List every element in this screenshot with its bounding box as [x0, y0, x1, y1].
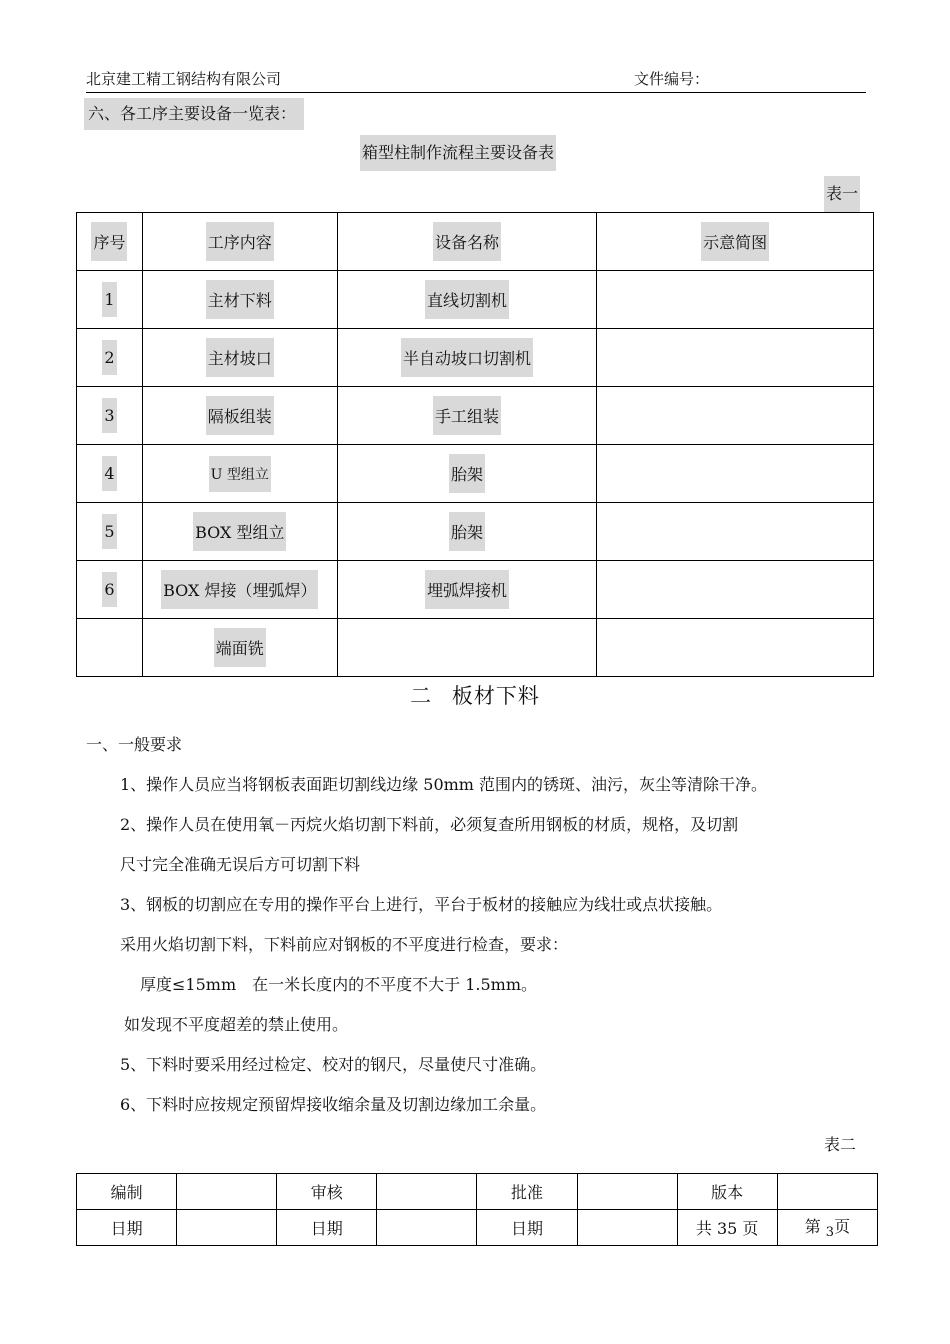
- table-row: [77, 619, 874, 677]
- section-six-heading: 六、各工序主要设备一览表：: [84, 98, 304, 130]
- paragraph: 采用火焰切割下料，下料前应对钢板的不平度进行检查，要求：: [120, 935, 569, 954]
- table-row: [77, 503, 874, 561]
- row-number: 2: [102, 340, 116, 375]
- general-requirements-heading: 一、一般要求: [86, 735, 183, 754]
- equipment-cell: 手工组装: [433, 396, 501, 435]
- date-value: [377, 1210, 477, 1246]
- diagram-cell: [597, 329, 874, 387]
- process-cell: 主材下料: [206, 280, 274, 319]
- company-name: 北京建工精工钢结构有限公司: [86, 70, 282, 88]
- process-cell: BOX 型组立: [193, 512, 286, 551]
- table1-label: 表一: [824, 176, 860, 212]
- date-label: 日期: [77, 1210, 177, 1246]
- version-value: [777, 1174, 877, 1210]
- doc-number-label: 文件编号：: [634, 70, 710, 88]
- table-header-row: [77, 213, 874, 271]
- total-pages: 共 35 页: [677, 1210, 777, 1246]
- diagram-cell: [597, 271, 874, 329]
- equipment-cell: [337, 619, 597, 677]
- paragraph: 3、钢板的切割应在专用的操作平台上进行，平台于板材的接触应为线壮或点状接触。: [120, 895, 723, 914]
- chapter-title: 板材下料: [451, 684, 540, 708]
- header-cell: 示意简图: [597, 213, 874, 271]
- paragraph: 1、操作人员应当将钢板表面距切割线边缘 50mm 范围内的锈斑、油污，灰尘等清除干净。: [120, 775, 768, 794]
- row-number: 5: [102, 514, 116, 549]
- equipment-cell: 埋弧焊接机: [425, 570, 509, 609]
- paragraph: 5、下料时要采用经过检定、校对的钢尺，尽量使尺寸准确。: [120, 1055, 547, 1074]
- header-cell: 设备名称: [337, 213, 597, 271]
- process-cell: U 型组立: [209, 456, 271, 492]
- date-value: [577, 1210, 677, 1246]
- row-number: [77, 619, 143, 677]
- equipment-cell: 胎架: [449, 512, 485, 551]
- equipment-table: [76, 212, 874, 677]
- table-row: [77, 1210, 878, 1246]
- chapter-number: 二: [410, 684, 433, 708]
- diagram-cell: [597, 561, 874, 619]
- date-label: 日期: [477, 1210, 577, 1246]
- version-label: 版本: [677, 1174, 777, 1210]
- table-row: [77, 1174, 878, 1210]
- date-value: [177, 1210, 277, 1246]
- paragraph: 6、下料时应按规定预留焊接收缩余量及切割边缘加工余量。: [120, 1095, 547, 1114]
- approved-by-label: 批准: [477, 1174, 577, 1210]
- table-row: [77, 271, 874, 329]
- diagram-cell: [597, 445, 874, 503]
- page-indicator: 第 $_3$页: [777, 1210, 877, 1246]
- equipment-cell: 胎架: [449, 454, 485, 493]
- approval-table: [76, 1173, 878, 1246]
- paragraph: 厚度≤15mm 在一米长度内的不平度不大于 1.5mm。: [140, 975, 537, 994]
- diagram-cell: [597, 619, 874, 677]
- row-number: 4: [102, 456, 116, 491]
- table-row: [77, 387, 874, 445]
- prepared-by-label: 编制: [77, 1174, 177, 1210]
- process-cell: 端面铣: [214, 628, 266, 667]
- table-row: [77, 445, 874, 503]
- table2-label: 表二: [824, 1135, 857, 1154]
- process-cell: 隔板组装: [206, 396, 274, 435]
- process-cell: 主材坡口: [206, 338, 274, 377]
- table1-title: 箱型柱制作流程主要设备表: [360, 135, 556, 171]
- diagram-cell: [597, 387, 874, 445]
- header-cell: 序号: [77, 213, 143, 271]
- page-header: [86, 68, 866, 93]
- table-row: [77, 329, 874, 387]
- paragraph: 如发现不平度超差的禁止使用。: [124, 1015, 349, 1034]
- header-cell: 工序内容: [142, 213, 337, 271]
- table-row: [77, 561, 874, 619]
- reviewed-by-value: [377, 1174, 477, 1210]
- reviewed-by-label: 审核: [277, 1174, 377, 1210]
- chapter-heading: [0, 680, 950, 710]
- page-number: 3: [825, 1225, 835, 1241]
- approved-by-value: [577, 1174, 677, 1210]
- diagram-cell: [597, 503, 874, 561]
- row-number: 6: [102, 572, 116, 607]
- row-number: 3: [102, 398, 116, 433]
- paragraph: 2、操作人员在使用氧－丙烷火焰切割下料前，必须复查所用钢板的材质，规格，及切割: [120, 815, 739, 834]
- prepared-by-value: [177, 1174, 277, 1210]
- row-number: 1: [102, 282, 116, 317]
- equipment-cell: 直线切割机: [425, 280, 509, 319]
- equipment-cell: 半自动坡口切割机: [401, 338, 533, 377]
- process-cell: BOX 焊接（埋弧焊）: [161, 570, 318, 609]
- date-label: 日期: [277, 1210, 377, 1246]
- paragraph: 尺寸完全准确无误后方可切割下料: [120, 855, 361, 874]
